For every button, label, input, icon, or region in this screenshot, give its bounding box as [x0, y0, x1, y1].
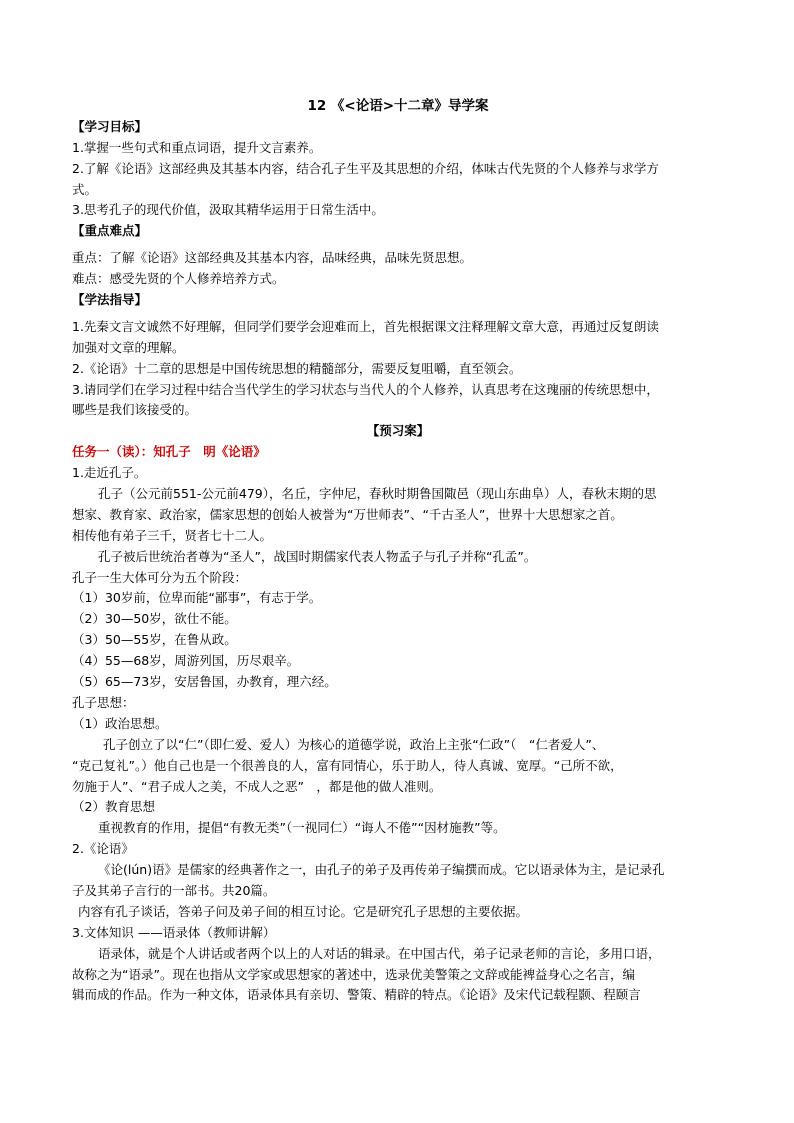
method-item: 3.请同学们在学习过程中结合当代学生的学习状态与当代人的个人修养，认真思考在这瑰丽的传统思想中，: [72, 381, 659, 397]
objective-item: 式。: [72, 181, 98, 197]
education-paragraph: 重视教育的作用，提倡“有教无类”（一视同仁）“诲人不倦”“因材施教”等。: [98, 820, 506, 836]
method-item: 哪些是我们该接受的。: [72, 402, 198, 418]
bio-paragraph-line: 想家、教育家、政治家，儒家思想的创始人被誉为“万世师表”、“千古圣人”，世界十大思想家之首。: [72, 506, 623, 522]
genre-paragraph-line: 故称之为“语录”。现在也指从文学家或思想家的著述中，选录优美警策之文辞或能裨益身心之名言，编: [72, 966, 635, 982]
section-heading-objectives: 【学习目标】: [72, 118, 148, 134]
lunyu-paragraph-line: 子及其弟子言行的一部书。共20篇。: [72, 882, 276, 898]
lunyu-paragraph-line: 《论(lún)语》是儒家的经典著作之一，由孔子的弟子及再传弟子编撰而成。它以语录体为主，是记录孔: [98, 862, 665, 878]
genre-paragraph-line: 语录体，就是个人讲话或者两个以上的人对话的辑录。在中国古代，弟子记录老师的言论，多用口语，: [98, 945, 661, 961]
thought-intro: 孔子思想：: [72, 694, 135, 710]
stage-item: （4）55—68岁，周游列国，历尽艰辛。: [72, 653, 300, 669]
task-heading: 任务一（读）：知孔子 明《论语》: [72, 444, 266, 460]
stages-intro: 孔子一生大体可分为五个阶段：: [72, 569, 248, 585]
political-paragraph-line: 勿施于人”、“君子成人之美，不成人之恶” ，都是他的做人准则。: [72, 778, 442, 794]
page-title: 12 《<论语>十二章》导学案: [307, 98, 489, 114]
key-point-item: 难点：感受先贤的个人修养培养方式。: [72, 271, 285, 287]
section-heading-key-points: 【重点难点】: [72, 223, 148, 239]
section-heading-preview: 【预习案】: [366, 423, 430, 439]
document-page: [72, 96, 724, 1006]
stage-item: （3）50—55岁，在鲁从政。: [72, 632, 237, 648]
political-title: （1）政治思想。: [72, 715, 168, 731]
objective-item: 1.掌握一些句式和重点词语，提升文言素养。: [72, 139, 322, 155]
item-title-lunyu: 2.《论语》: [72, 841, 134, 857]
stage-item: （2）30—50岁，欲仕不能。: [72, 611, 237, 627]
lunyu-content: 内容有孔子谈话，答弟子问及弟子间的相互讨论。它是研究孔子思想的主要依据。: [78, 903, 529, 919]
stage-item: （1）30岁前，位卑而能“鄙事”，有志于学。: [72, 590, 322, 606]
political-paragraph-line: “克己复礼”。）他自己也是一个很善良的人，富有同情心，乐于助人，待人真诚、宽厚。“己所不欲，: [72, 757, 623, 773]
political-paragraph-line: 孔子创立了以“仁”（即仁爱、爱人）为核心的道德学说，政治上主张“仁政”（ “仁者爱人”、: [103, 736, 605, 752]
method-item: 2.《论语》十二章的思想是中国传统思想的精髓部分，需要反复咀嚼，直至领会。: [72, 360, 522, 376]
bio-paragraph-line: 孔子（公元前551-公元前479），名丘，字仲尼，春秋时期鲁国陬邑（现山东曲阜）人，春秋末期的思: [98, 486, 657, 502]
honor-paragraph: 孔子被后世统治者尊为“圣人”，战国时期儒家代表人物孟子与孔子并称“孔孟”。: [98, 548, 537, 564]
objective-item: 2.了解《论语》这部经典及其基本内容，结合孔子生平及其思想的介绍，体味古代先贤的个人修养与求学方: [72, 160, 659, 176]
stage-item: （5）65—73岁，安居鲁国，办教育，理六经。: [72, 674, 337, 690]
method-item: 1.先秦文言文诚然不好理解，但同学们要学会迎难而上，首先根据课文注释理解文章大意，再通过反复朗读: [72, 318, 659, 334]
section-heading-method: 【学法指导】: [72, 292, 148, 308]
objective-item: 3.思考孔子的现代价值，汲取其精华运用于日常生活中。: [72, 202, 384, 218]
genre-paragraph-line: 辑而成的作品。作为一种文体，语录体具有亲切、警策、精辟的特点。《论语》及宋代记载程颢、程颐言: [72, 987, 641, 1003]
key-point-item: 重点：了解《论语》这部经典及其基本内容，品味经典，品味先贤思想。: [72, 250, 473, 266]
education-title: （2）教育思想: [72, 799, 155, 815]
item-title-confucius: 1.走近孔子。: [72, 465, 147, 481]
item-title-genre: 3.文体知识 ——语录体（教师讲解）: [72, 924, 276, 940]
method-item: 加强对文章的理解。: [72, 339, 185, 355]
bio-paragraph-line: 相传他有弟子三千，贤者七十二人。: [72, 527, 273, 543]
